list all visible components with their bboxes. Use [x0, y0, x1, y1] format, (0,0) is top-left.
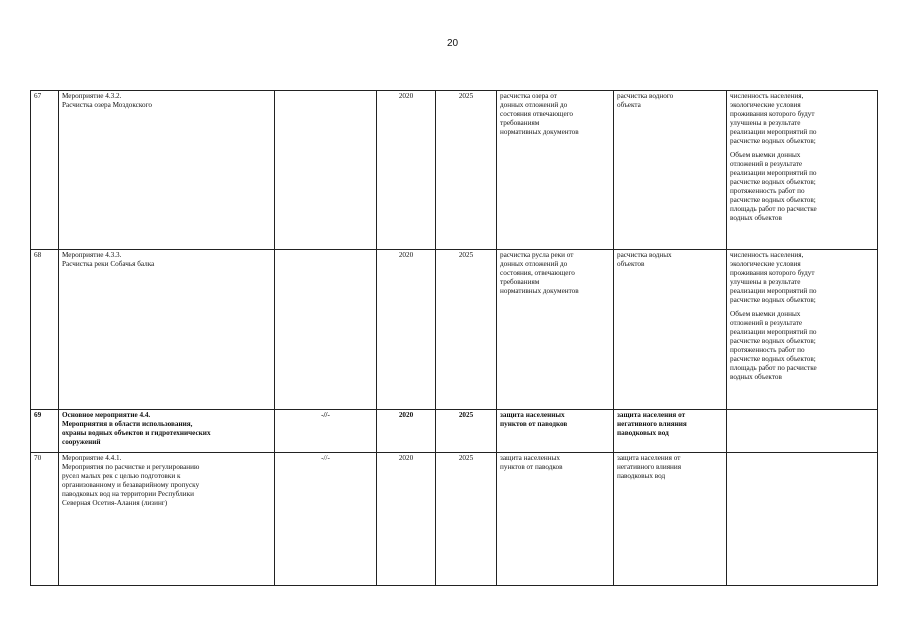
- cell-line: экологические условия: [730, 259, 801, 268]
- cell-line: расчистка русла реки от: [500, 251, 574, 259]
- start-year-cell: 2020: [377, 453, 436, 586]
- cell-line: протяженность работ по: [730, 187, 805, 196]
- consequence-cell: [614, 410, 727, 453]
- cell-line: охраны водных объектов и гидротехнических: [62, 428, 211, 437]
- measure-name-cell: [59, 91, 275, 250]
- cell-line: реализации мероприятий по: [730, 127, 817, 136]
- indicators-cell: [727, 250, 878, 410]
- cell-line: площадь работ по расчистке: [730, 204, 817, 213]
- cell-line: состояния отвечающего: [500, 109, 574, 118]
- cell-line: расчистке водных объектов;: [730, 354, 816, 363]
- cell-line: реализации мероприятий по: [730, 286, 817, 295]
- cell-line: проживания которого будут: [730, 268, 815, 277]
- cell-line: паводковых вод: [617, 471, 666, 480]
- executor-cell: -//-: [275, 410, 377, 453]
- indicators-cell: [727, 91, 878, 250]
- end-year-cell: 2025: [436, 410, 497, 453]
- cell-line: объектов: [617, 259, 645, 268]
- cell-line: водных объектов: [730, 372, 782, 381]
- cell-line: Объем выемки донных: [730, 151, 801, 160]
- cell-line: состояния, отвечающего: [500, 268, 575, 277]
- expected-result-cell: [497, 453, 614, 586]
- cell-line: Основное мероприятие 4.4.: [62, 411, 151, 419]
- cell-line: донных отложений до: [500, 100, 568, 109]
- row-number-cell: 70: [31, 453, 59, 586]
- end-year-cell: 2025: [436, 91, 497, 250]
- cell-line: русел малых рек с целью подготовки к: [62, 471, 181, 480]
- cell-line: объекта: [617, 100, 641, 109]
- cell-line: расчистка водного: [617, 92, 674, 100]
- cell-line: негативного влияния: [617, 462, 682, 471]
- indicators-cell: [727, 453, 878, 586]
- cell-line: Северная Осетия-Алания (лизинг): [62, 498, 168, 507]
- cell-line: паводковых вод на территории Республики: [62, 489, 194, 498]
- cell-line: расчистке водных объектов;: [730, 337, 816, 346]
- cell-line: защита населенных: [500, 454, 561, 462]
- expected-result-cell: [497, 250, 614, 410]
- cell-line: расчистка озера от: [500, 92, 557, 100]
- row-number-cell: 69: [31, 410, 59, 453]
- cell-line: площадь работ по расчистке: [730, 363, 817, 372]
- table-row: [31, 250, 878, 410]
- end-year-cell: 2025: [436, 250, 497, 410]
- cell-line: расчистка водных: [617, 251, 672, 259]
- cell-line: организованному и безаварийному пропуску: [62, 480, 200, 489]
- executor-cell: [275, 91, 377, 250]
- cell-line: пунктов от паводков: [500, 419, 568, 428]
- table-row: [31, 91, 878, 250]
- start-year-cell: 2020: [377, 250, 436, 410]
- cell-line: нормативных документов: [500, 286, 579, 295]
- cell-line: улучшены в результате: [730, 277, 801, 286]
- cell-line: Мероприятие 4.4.1.: [62, 454, 122, 462]
- cell-line: численность населения,: [730, 92, 804, 100]
- cell-line: Объем выемки донных: [730, 310, 801, 319]
- cell-line: реализации мероприятий по: [730, 328, 817, 337]
- cell-line: паводковых вод: [617, 428, 669, 437]
- cell-line: численность населения,: [730, 251, 804, 259]
- cell-line: защита населения от: [617, 411, 686, 419]
- expected-result-cell: [497, 91, 614, 250]
- cell-line: отложений в результате: [730, 319, 803, 328]
- executor-cell: [275, 250, 377, 410]
- executor-cell: -//-: [275, 453, 377, 586]
- cell-line: расчистке водных объектов;: [730, 295, 816, 304]
- cell-line: нормативных документов: [500, 127, 579, 136]
- row-number-cell: 68: [31, 250, 59, 410]
- cell-line: расчистке водных объектов;: [730, 178, 816, 187]
- cell-line: сооружений: [62, 437, 101, 446]
- measure-name-cell: [59, 453, 275, 586]
- consequence-cell: [614, 250, 727, 410]
- expected-result-cell: [497, 410, 614, 453]
- cell-line: водных объектов: [730, 213, 782, 222]
- start-year-cell: 2020: [377, 410, 436, 453]
- cell-line: негативного влияния: [617, 419, 687, 428]
- cell-line: экологические условия: [730, 100, 801, 109]
- cell-line: требованиям: [500, 277, 540, 286]
- cell-line: расчистке водных объектов;: [730, 136, 816, 145]
- start-year-cell: 2020: [377, 91, 436, 250]
- table-row: [31, 410, 878, 453]
- cell-line: расчистке водных объектов;: [730, 195, 816, 204]
- cell-line: проживания которого будут: [730, 109, 815, 118]
- cell-line: Мероприятия по расчистке и регулированию: [62, 462, 200, 471]
- indicators-cell: [727, 410, 878, 453]
- cell-line: защита населения от: [617, 454, 681, 462]
- cell-line: требованиям: [500, 118, 540, 127]
- cell-line: Расчистка реки Собачья балка: [62, 259, 155, 268]
- cell-line: протяженность работ по: [730, 346, 805, 355]
- measures-table: [30, 90, 878, 586]
- end-year-cell: 2025: [436, 453, 497, 586]
- cell-line: Мероприятие 4.3.3.: [62, 251, 122, 259]
- cell-line: донных отложений до: [500, 259, 568, 268]
- consequence-cell: [614, 91, 727, 250]
- cell-line: Мероприятие 4.3.2.: [62, 92, 122, 100]
- measure-name-cell: [59, 250, 275, 410]
- cell-line: Расчистка озера Моздокского: [62, 100, 152, 109]
- page-number: 20: [446, 38, 459, 49]
- cell-line: пунктов от паводков: [500, 462, 563, 471]
- measure-name-cell: [59, 410, 275, 453]
- cell-line: улучшены в результате: [730, 118, 801, 127]
- table-row: [31, 453, 878, 586]
- consequence-cell: [614, 453, 727, 586]
- cell-line: защита населенных: [500, 411, 565, 419]
- row-number-cell: 67: [31, 91, 59, 250]
- cell-line: реализации мероприятий по: [730, 169, 817, 178]
- cell-line: Мероприятия в области использования,: [62, 419, 193, 428]
- cell-line: отложений в результате: [730, 160, 803, 169]
